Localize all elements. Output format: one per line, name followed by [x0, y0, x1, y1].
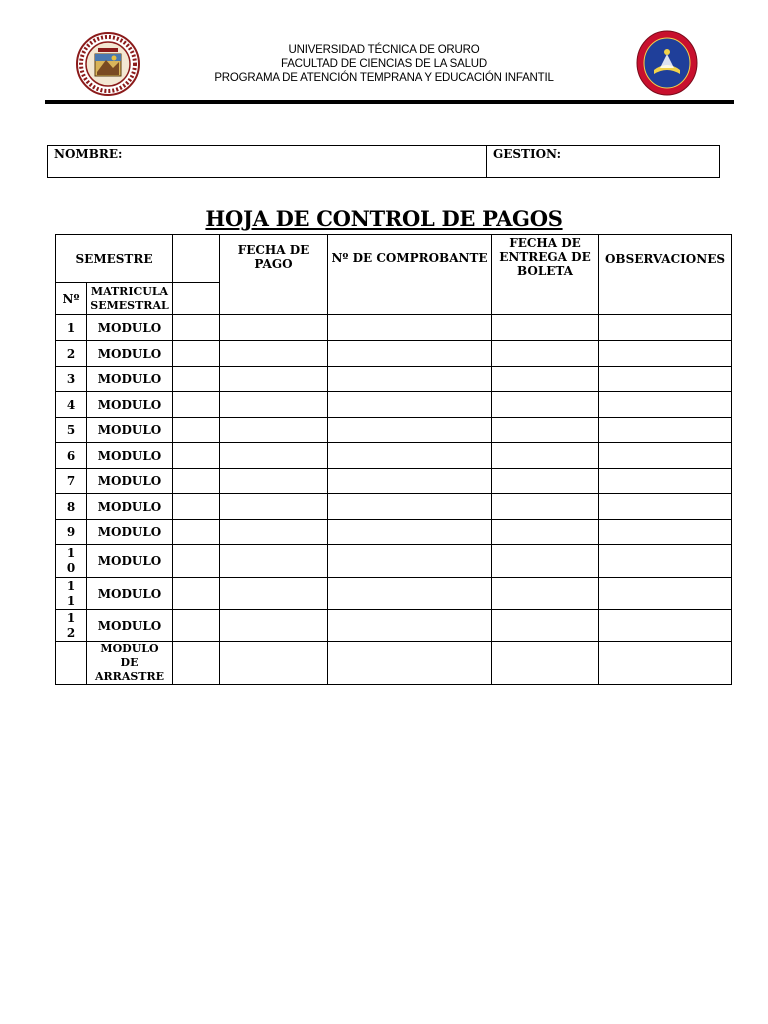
row-module-label: MODULO — [87, 545, 173, 578]
check-cell[interactable] — [173, 520, 220, 545]
header-matricula: MATRICULA SEMESTRAL — [87, 283, 173, 315]
row-number-text: 2 — [66, 346, 76, 361]
comprobante-cell[interactable] — [328, 545, 492, 578]
row-number — [56, 520, 87, 545]
check-cell[interactable] — [173, 392, 220, 418]
comprobante-cell[interactable] — [328, 443, 492, 469]
table-row — [56, 315, 732, 341]
fecha-entrega-cell[interactable] — [492, 494, 599, 520]
header-blank — [173, 235, 220, 283]
observaciones-cell[interactable] — [599, 443, 732, 469]
comprobante-cell[interactable] — [328, 520, 492, 545]
comprobante-cell[interactable] — [328, 469, 492, 494]
row-number — [56, 418, 87, 443]
fecha-entrega-cell[interactable] — [492, 315, 599, 341]
table-row — [56, 520, 732, 545]
header-fecha-entrega: FECHA DE ENTREGA DE BOLETA — [492, 235, 599, 315]
nombre-label: NOMBRE: — [54, 147, 123, 161]
fecha-entrega-cell[interactable] — [492, 341, 599, 367]
row-module-label: MODULO — [87, 367, 173, 392]
fecha-pago-cell[interactable] — [220, 494, 328, 520]
row-module-label: MODULO — [87, 494, 173, 520]
comprobante-cell[interactable] — [328, 494, 492, 520]
row-number — [56, 610, 87, 642]
gestion-label: GESTION: — [493, 147, 562, 161]
observaciones-cell[interactable] — [599, 642, 732, 685]
row-module-label: MODULO — [87, 610, 173, 642]
row-number — [56, 443, 87, 469]
table-row — [56, 545, 732, 578]
fecha-entrega-cell[interactable] — [492, 642, 599, 685]
check-cell[interactable] — [173, 443, 220, 469]
table-row — [56, 610, 732, 642]
fecha-entrega-cell[interactable] — [492, 392, 599, 418]
observaciones-cell[interactable] — [599, 341, 732, 367]
fecha-pago-cell[interactable] — [220, 520, 328, 545]
observaciones-cell[interactable] — [599, 469, 732, 494]
row-number-text: 7 — [66, 474, 76, 488]
row-module-label: MODULO — [87, 520, 173, 545]
comprobante-cell[interactable] — [328, 418, 492, 443]
row-number-text: 3 — [66, 372, 76, 386]
row-module-label: MODULO — [87, 469, 173, 494]
table-row — [56, 469, 732, 494]
institution-header — [150, 43, 618, 85]
page-title: HOJA DE CONTROL DE PAGOS — [205, 206, 563, 231]
header-fecha-pago: FECHA DE PAGO — [220, 235, 328, 315]
observaciones-cell[interactable] — [599, 520, 732, 545]
fecha-pago-cell[interactable] — [220, 642, 328, 685]
row-module-label: MODULO — [87, 443, 173, 469]
row-number-text: 5 — [66, 423, 76, 437]
payments-table — [55, 234, 732, 685]
header-divider — [45, 100, 734, 104]
fecha-pago-cell[interactable] — [220, 315, 328, 341]
observaciones-cell[interactable] — [599, 315, 732, 341]
row-number-text: 10 — [66, 546, 76, 575]
fecha-entrega-cell[interactable] — [492, 367, 599, 392]
comprobante-cell[interactable] — [328, 341, 492, 367]
table-header-row — [56, 235, 732, 283]
observaciones-cell[interactable] — [599, 392, 732, 418]
row-number-text: 1 — [66, 320, 76, 335]
university-seal-logo — [76, 32, 140, 96]
row-module-label: MODULO — [87, 315, 173, 341]
fecha-pago-cell[interactable] — [220, 418, 328, 443]
header-university: UNIVERSIDAD TÉCNICA DE ORURO — [288, 44, 480, 56]
row-number-text: 9 — [66, 525, 76, 539]
fecha-entrega-cell[interactable] — [492, 520, 599, 545]
fecha-pago-cell[interactable] — [220, 341, 328, 367]
fecha-entrega-cell[interactable] — [492, 443, 599, 469]
comprobante-cell[interactable] — [328, 610, 492, 642]
check-cell[interactable] — [173, 642, 220, 685]
comprobante-cell[interactable] — [328, 392, 492, 418]
row-number-text: 12 — [66, 610, 76, 640]
matricula-check-cell[interactable] — [173, 283, 220, 315]
observaciones-cell[interactable] — [599, 367, 732, 392]
header-faculty: FACULTAD DE CIENCIAS DE LA SALUD — [281, 58, 487, 70]
check-cell[interactable] — [173, 341, 220, 367]
table-row — [56, 578, 732, 610]
check-cell[interactable] — [173, 578, 220, 610]
row-number — [56, 642, 87, 685]
comprobante-cell[interactable] — [328, 315, 492, 341]
gestion-field[interactable] — [487, 146, 719, 177]
row-number — [56, 469, 87, 494]
fecha-pago-cell[interactable] — [220, 443, 328, 469]
row-number — [56, 392, 87, 418]
row-number — [56, 341, 87, 367]
row-module-label: MODULO — [87, 578, 173, 610]
check-cell[interactable] — [173, 315, 220, 341]
observaciones-cell[interactable] — [599, 578, 732, 610]
fecha-pago-cell[interactable] — [220, 392, 328, 418]
check-cell[interactable] — [173, 469, 220, 494]
row-number — [56, 494, 87, 520]
observaciones-cell[interactable] — [599, 545, 732, 578]
row-module-label: MODULO — [87, 392, 173, 418]
check-cell[interactable] — [173, 545, 220, 578]
fecha-entrega-cell[interactable] — [492, 545, 599, 578]
comprobante-cell[interactable] — [328, 578, 492, 610]
table-row — [56, 418, 732, 443]
table-row — [56, 494, 732, 520]
header-semestre: SEMESTRE — [56, 235, 173, 283]
row-number — [56, 315, 87, 341]
name-gestion-box — [47, 145, 720, 178]
header-num: Nº — [56, 283, 87, 315]
table-row — [56, 367, 732, 392]
fecha-entrega-cell[interactable] — [492, 469, 599, 494]
header-observaciones: OBSERVACIONES — [599, 235, 732, 315]
faculty-emblem-logo — [636, 30, 698, 96]
fecha-pago-cell[interactable] — [220, 545, 328, 578]
row-number — [56, 545, 87, 578]
comprobante-cell[interactable] — [328, 642, 492, 685]
row-module-label: MODULO — [87, 341, 173, 367]
row-number-text: 6 — [66, 448, 76, 463]
header-program: PROGRAMA DE ATENCIÓN TEMPRANA Y EDUCACIÓN INFANTIL — [214, 72, 554, 84]
fecha-entrega-cell[interactable] — [492, 578, 599, 610]
observaciones-cell[interactable] — [599, 610, 732, 642]
row-number-text: 11 — [66, 578, 76, 608]
row-number — [56, 367, 87, 392]
check-cell[interactable] — [173, 367, 220, 392]
comprobante-cell[interactable] — [328, 367, 492, 392]
row-number-text: 4 — [66, 397, 76, 412]
table-row — [56, 392, 732, 418]
table-row — [56, 341, 732, 367]
fecha-entrega-cell[interactable] — [492, 418, 599, 443]
fecha-pago-cell[interactable] — [220, 578, 328, 610]
check-cell[interactable] — [173, 494, 220, 520]
table-row — [56, 443, 732, 469]
table-row-arrastre — [56, 642, 732, 685]
fecha-pago-cell[interactable] — [220, 367, 328, 392]
header-comprobante: Nº DE COMPROBANTE — [328, 235, 492, 315]
observaciones-cell[interactable] — [599, 418, 732, 443]
check-cell[interactable] — [173, 418, 220, 443]
row-arrastre-label: MODULO DE ARRASTRE — [87, 642, 173, 685]
row-module-label: MODULO — [87, 418, 173, 443]
observaciones-cell[interactable] — [599, 494, 732, 520]
fecha-entrega-cell[interactable] — [492, 610, 599, 642]
fecha-pago-cell[interactable] — [220, 469, 328, 494]
check-cell[interactable] — [173, 610, 220, 642]
fecha-pago-cell[interactable] — [220, 610, 328, 642]
row-number — [56, 578, 87, 610]
nombre-field[interactable] — [48, 146, 487, 177]
row-number-text: 8 — [66, 499, 76, 514]
